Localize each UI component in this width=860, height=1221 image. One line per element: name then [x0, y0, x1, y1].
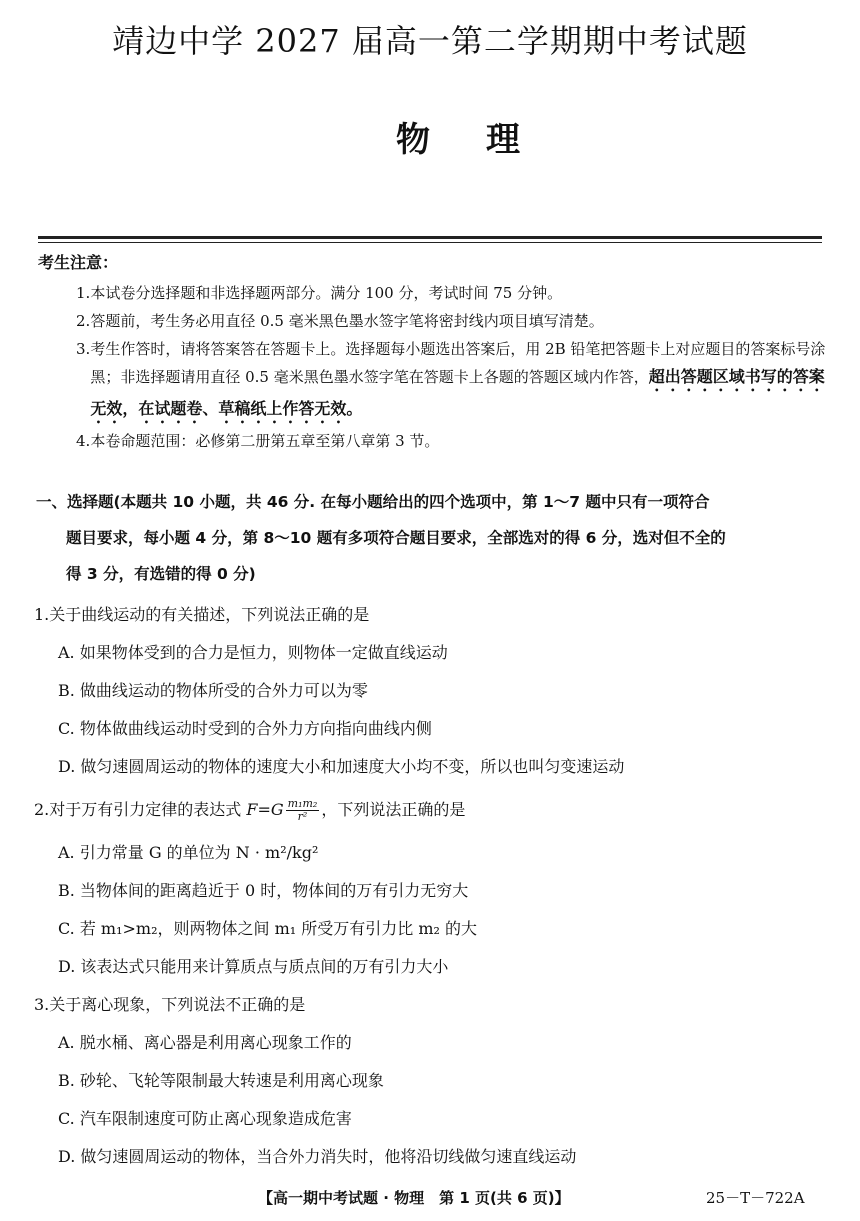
notice-number: 1. [76, 284, 91, 302]
question-option: D. 做匀速圆周运动的物体，当合外力消失时，他将沿切线做匀速直线运动 [58, 1147, 577, 1166]
question-option: A. 如果物体受到的合力是恒力，则物体一定做直线运动 [58, 643, 448, 662]
question-option: C. 物体做曲线运动时受到的合外力方向指向曲线内侧 [58, 719, 432, 738]
question-option: C. 若 m₁>m₂，则两物体之间 m₁ 所受万有引力比 m₂ 的大 [58, 919, 478, 938]
question-stem: 1.关于曲线运动的有关描述，下列说法正确的是 [34, 605, 370, 624]
notice-item [76, 427, 826, 455]
footer-code: 25－T－722A [706, 1189, 805, 1207]
question-stem [34, 786, 834, 834]
section-heading [36, 484, 826, 592]
question-option: B. 砂轮、飞轮等限制最大转速是利用离心现象 [58, 1071, 384, 1090]
fraction-numerator: m₁m₂ [287, 797, 318, 810]
question-stem: 3.关于离心现象，下列说法不正确的是 [34, 995, 306, 1014]
formula-lhs: F=G [246, 800, 284, 819]
section-line: 得 3 分，有选错的得 0 分) [66, 565, 256, 583]
divider-thick [38, 236, 822, 239]
formula-fraction [286, 798, 320, 823]
notice-title: 考生注意： [38, 253, 119, 272]
notice-text: 本卷命题范围：必修第二册第五章至第八章第 3 节。 [90, 432, 440, 450]
question-option: D. 该表达式只能用来计算质点与质点间的万有引力大小 [58, 957, 449, 976]
notice-text: 答题前，考生务必用直径 0.5 毫米黑色墨水签字笔将密封线内项目填写清楚。 [90, 312, 604, 330]
fraction-denominator: r² [297, 810, 308, 823]
question-option: B. 做曲线运动的物体所受的合外力可以为零 [58, 681, 368, 700]
notice-text: 考生作答时，请将答案答在答题卡上。选择题每小题选出答案后，用 2B 铅笔把答题卡上对应题目的答案标号涂黑；非选择题请用直径 0.5 毫米黑色墨水签字笔在答题卡上各题的答题区域内作答， [90, 340, 826, 386]
question-option: B. 当物体间的距离趋近于 0 时，物体间的万有引力无穷大 [58, 881, 469, 900]
divider-thin [38, 242, 822, 243]
question-option: A. 引力常量 G 的单位为 N · m²/kg² [58, 843, 319, 862]
section-line: 一、选择题(本题共 10 小题，共 46 分. 在每小题给出的四个选项中，第 1～7 题中只有一项符合 [36, 493, 710, 511]
question-option: C. 汽车限制速度可防止离心现象造成危害 [58, 1109, 352, 1128]
notice-emphasis: 超出答题区域书写的答案无效，在试题卷、草稿纸上作答无效。 [90, 367, 825, 418]
notice-text: 本试卷分选择题和非选择题两部分。满分 100 分，考试时间 75 分钟。 [90, 284, 563, 302]
notice-number: 3. [76, 340, 91, 358]
subject-title: 物理 [396, 120, 576, 160]
notice-number: 4. [76, 432, 91, 450]
question-option: A. 脱水桶、离心器是利用离心现象工作的 [58, 1033, 352, 1052]
notice-text-wrapper [90, 335, 826, 427]
footer-page-info: 【高一期中考试题 · 物理 第 1 页(共 6 页)】 [258, 1189, 570, 1207]
section-line: 题目要求，每小题 4 分，第 8～10 题有多项符合题目要求，全部选对的得 6 分，选对但不全的 [66, 529, 726, 547]
exam-title: 靖边中学 2027 届高一第二学期期中考试题 [112, 22, 748, 60]
stem-text: ，下列说法正确的是 [321, 800, 466, 819]
stem-text: 2.对于万有引力定律的表达式 [34, 800, 247, 819]
notice-list [76, 279, 826, 455]
notice-item [76, 307, 826, 335]
question-list [34, 596, 834, 1176]
question-option: D. 做匀速圆周运动的物体的速度大小和加速度大小均不变，所以也叫匀变速运动 [58, 757, 625, 776]
notice-number: 2. [76, 312, 91, 330]
notice-item [76, 279, 826, 307]
notice-item [76, 335, 826, 427]
